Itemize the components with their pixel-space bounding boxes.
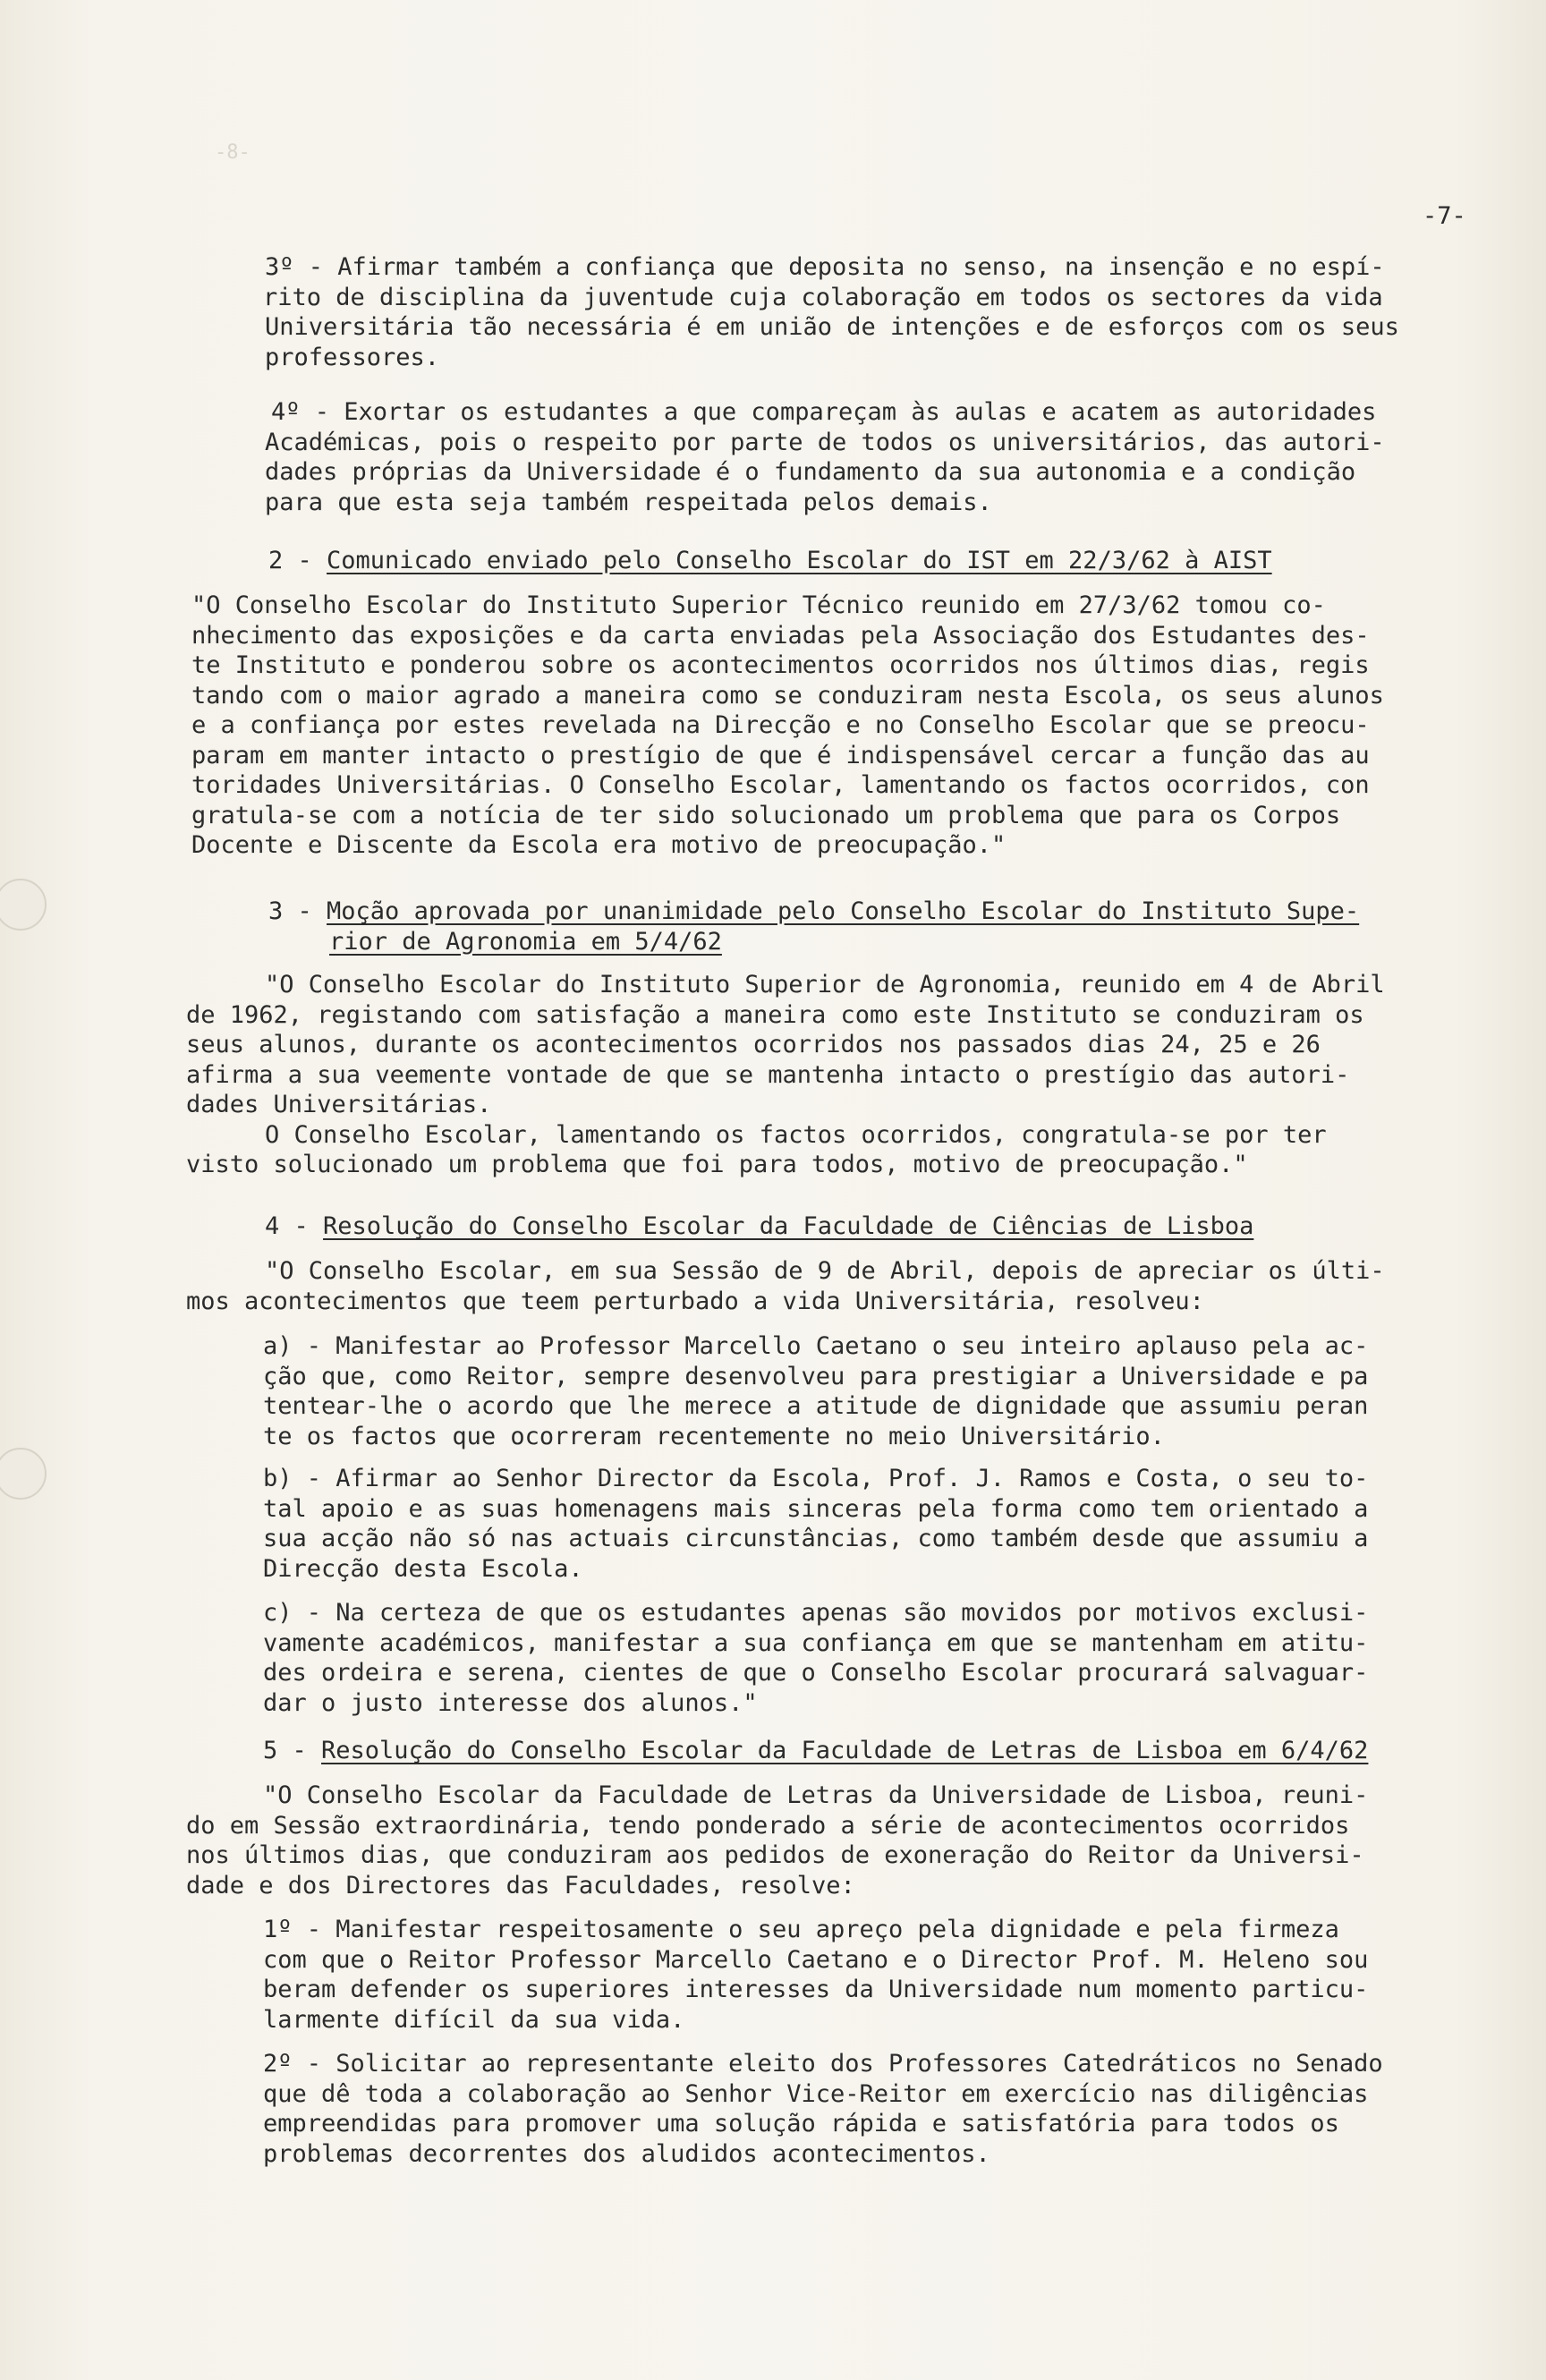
- text-line: dades Universitárias.: [186, 1091, 492, 1118]
- section-title: Moção aprovada por unanimidade pelo Conselho Escolar do Instituto Supe-: [327, 897, 1360, 925]
- text-line: "O Conselho Escolar do Instituto Superior Técnico reunido em 27/3/62 tomou co-: [191, 591, 1326, 619]
- section-2-heading: [268, 546, 1272, 576]
- section-2-body: [191, 591, 1384, 861]
- text-line: rito de disciplina da juventude cuja colaboração em todos os sectores da vida: [263, 283, 1383, 311]
- text-line: que dê toda a colaboração ao Senhor Vice-Reitor em exercício nas diligências: [263, 2079, 1369, 2108]
- text-line: te os factos que ocorreram recentemente no meio Universitário.: [263, 1422, 1165, 1450]
- section-4-heading: [265, 1211, 1253, 1242]
- page-number: -7-: [1423, 202, 1466, 230]
- text-line: problemas decorrentes dos aludidos acontecimentos.: [263, 2139, 990, 2168]
- text-line: afirma a sua veemente vontade de que se mantenha intacto o prestígio das autori-: [186, 1060, 1350, 1089]
- text-line: 1º - Manifestar respeitosamente o seu apreço pela dignidade e pela firmeza: [263, 1916, 1339, 1943]
- section-title: Comunicado enviado pelo Conselho Escolar do IST em 22/3/62 à AIST: [327, 547, 1272, 574]
- text-line: a) - Manifestar ao Professor Marcello Caetano o seu inteiro aplauso pela ac-: [263, 1332, 1369, 1360]
- text-line: c) - Na certeza de que os estudantes apenas são movidos por motivos exclusi-: [263, 1599, 1369, 1627]
- section-title: Resolução do Conselho Escolar da Faculdade de Ciências de Lisboa: [323, 1212, 1254, 1240]
- text-line: professores.: [265, 343, 440, 371]
- text-line: nos últimos dias, que conduziram aos pedidos de exoneração do Reitor da Universi-: [186, 1841, 1364, 1869]
- item-3: [265, 252, 1399, 372]
- item-b: [263, 1464, 1368, 1584]
- item-5-1: [263, 1915, 1368, 2035]
- text-line: do em Sessão extraordinária, tendo ponderado a série de acontecimentos ocorridos: [186, 1811, 1350, 1840]
- section-4-intro: [186, 1256, 1385, 1316]
- item-5-2: [263, 2049, 1383, 2169]
- text-line: Académicas, pois o respeito por parte de todos os universitários, das autori-: [265, 428, 1385, 456]
- text-line: beram defender os superiores interesses da Universidade num momento particu-: [263, 1976, 1369, 2003]
- text-line: dar o justo interesse dos alunos.": [263, 1688, 758, 1717]
- punch-hole: [0, 1448, 47, 1500]
- text-line: 2º - Solicitar ao representante eleito dos Professores Catedráticos no Senado: [263, 2050, 1383, 2078]
- text-line: vamente académicos, manifestar a sua confiança em que se mantenham em atitu-: [263, 1628, 1369, 1657]
- item-c: [263, 1598, 1368, 1718]
- section-number: 4 -: [265, 1212, 324, 1240]
- text-line: e a confiança por estes revelada na Direcção e no Conselho Escolar que se preocu-: [191, 711, 1370, 739]
- text-line: gratula-se com a notícia de ter sido solucionado um problema que para os Corpos: [191, 801, 1341, 829]
- text-line: 3º - Afirmar também a confiança que deposita no senso, na insenção e no espí-: [265, 253, 1385, 281]
- text-line: te Instituto e ponderou sobre os acontecimentos ocorridos nos últimos dias, regis: [191, 651, 1370, 679]
- show-through-page-number: -8-: [215, 141, 251, 164]
- text-line: empreendidas para promover uma solução rápida e satisfatória para todos os: [263, 2110, 1339, 2138]
- text-line: visto solucionado um problema que foi para todos, motivo de preocupação.": [186, 1151, 1248, 1178]
- text-line: larmente difícil da sua vida.: [263, 2005, 685, 2034]
- section-title-continued: rior de Agronomia em 5/4/62: [329, 927, 722, 956]
- item-4: [265, 397, 1385, 517]
- section-5-heading: [263, 1736, 1368, 1766]
- text-line: O Conselho Escolar, lamentando os factos ocorridos, congratula-se por ter: [265, 1120, 1327, 1149]
- text-line: de 1962, registando com satisfação a maneira como este Instituto se conduziram os: [186, 1000, 1364, 1029]
- text-line: Universitária tão necessária é em união de intenções e de esforços com os seus: [265, 313, 1399, 341]
- section-number: 5 -: [263, 1737, 322, 1764]
- text-line: tentear-lhe o acordo que lhe merece a atitude de dignidade que assumiu peran: [263, 1392, 1369, 1420]
- punch-hole: [0, 879, 47, 931]
- section-3-heading: [268, 897, 1359, 956]
- text-line: "O Conselho Escolar, em sua Sessão de 9 de Abril, depois de apreciar os últi-: [265, 1257, 1385, 1285]
- text-line: com que o Reitor Professor Marcello Caetano e o Director Prof. M. Heleno sou: [263, 1945, 1369, 1974]
- text-line: sua acção não só nas actuais circunstâncias, como também desde que assumiu a: [263, 1525, 1369, 1552]
- text-line: tal apoio e as suas homenagens mais sinceras pela forma como tem orientado a: [263, 1494, 1369, 1523]
- text-line: "O Conselho Escolar do Instituto Superior de Agronomia, reunido em 4 de Abril: [265, 971, 1385, 999]
- text-line: dades próprias da Universidade é o fundamento da sua autonomia e a condição: [265, 458, 1356, 486]
- text-line: ção que, como Reitor, sempre desenvolveu para prestigiar a Universidade e pa: [263, 1362, 1369, 1390]
- text-line: nhecimento das exposições e da carta enviadas pela Associação dos Estudantes des-: [191, 621, 1370, 650]
- text-line: des ordeira e serena, cientes de que o Conselho Escolar procurará salvaguar-: [263, 1659, 1369, 1687]
- item-a: [263, 1331, 1368, 1451]
- text-line: dade e dos Directores das Faculdades, resolve:: [186, 1871, 855, 1900]
- text-line: 4º - Exortar os estudantes a que compareçam às aulas e acatem as autoridades: [271, 398, 1377, 426]
- text-line: "O Conselho Escolar da Faculdade de Letras da Universidade de Lisboa, reuni-: [263, 1781, 1369, 1809]
- section-5-intro: [186, 1781, 1368, 1900]
- text-line: tando com o maior agrado a maneira como se conduziram nesta Escola, os seus alunos: [191, 681, 1384, 710]
- text-line: b) - Afirmar ao Senhor Director da Escola, Prof. J. Ramos e Costa, o seu to-: [263, 1465, 1369, 1492]
- text-line: toridades Universitárias. O Conselho Escolar, lamentando os factos ocorridos, con: [191, 771, 1370, 799]
- text-line: seus alunos, durante os acontecimentos ocorridos nos passados dias 24, 25 e 26: [186, 1031, 1321, 1058]
- text-line: Direcção desta Escola.: [263, 1554, 583, 1583]
- text-line: Docente e Discente da Escola era motivo de preocupação.": [191, 831, 1007, 859]
- section-3-body: [186, 970, 1385, 1180]
- text-line: para que esta seja também respeitada pelos demais.: [265, 488, 992, 516]
- section-number: 3 -: [268, 897, 327, 925]
- section-number: 2 -: [268, 547, 327, 574]
- text-line: mos acontecimentos que teem perturbado a vida Universitária, resolveu:: [186, 1287, 1204, 1315]
- text-line: param em manter intacto o prestígio de que é indispensável cercar a função das au: [191, 741, 1370, 769]
- section-title: Resolução do Conselho Escolar da Faculdade de Letras de Lisboa em 6/4/62: [321, 1737, 1369, 1764]
